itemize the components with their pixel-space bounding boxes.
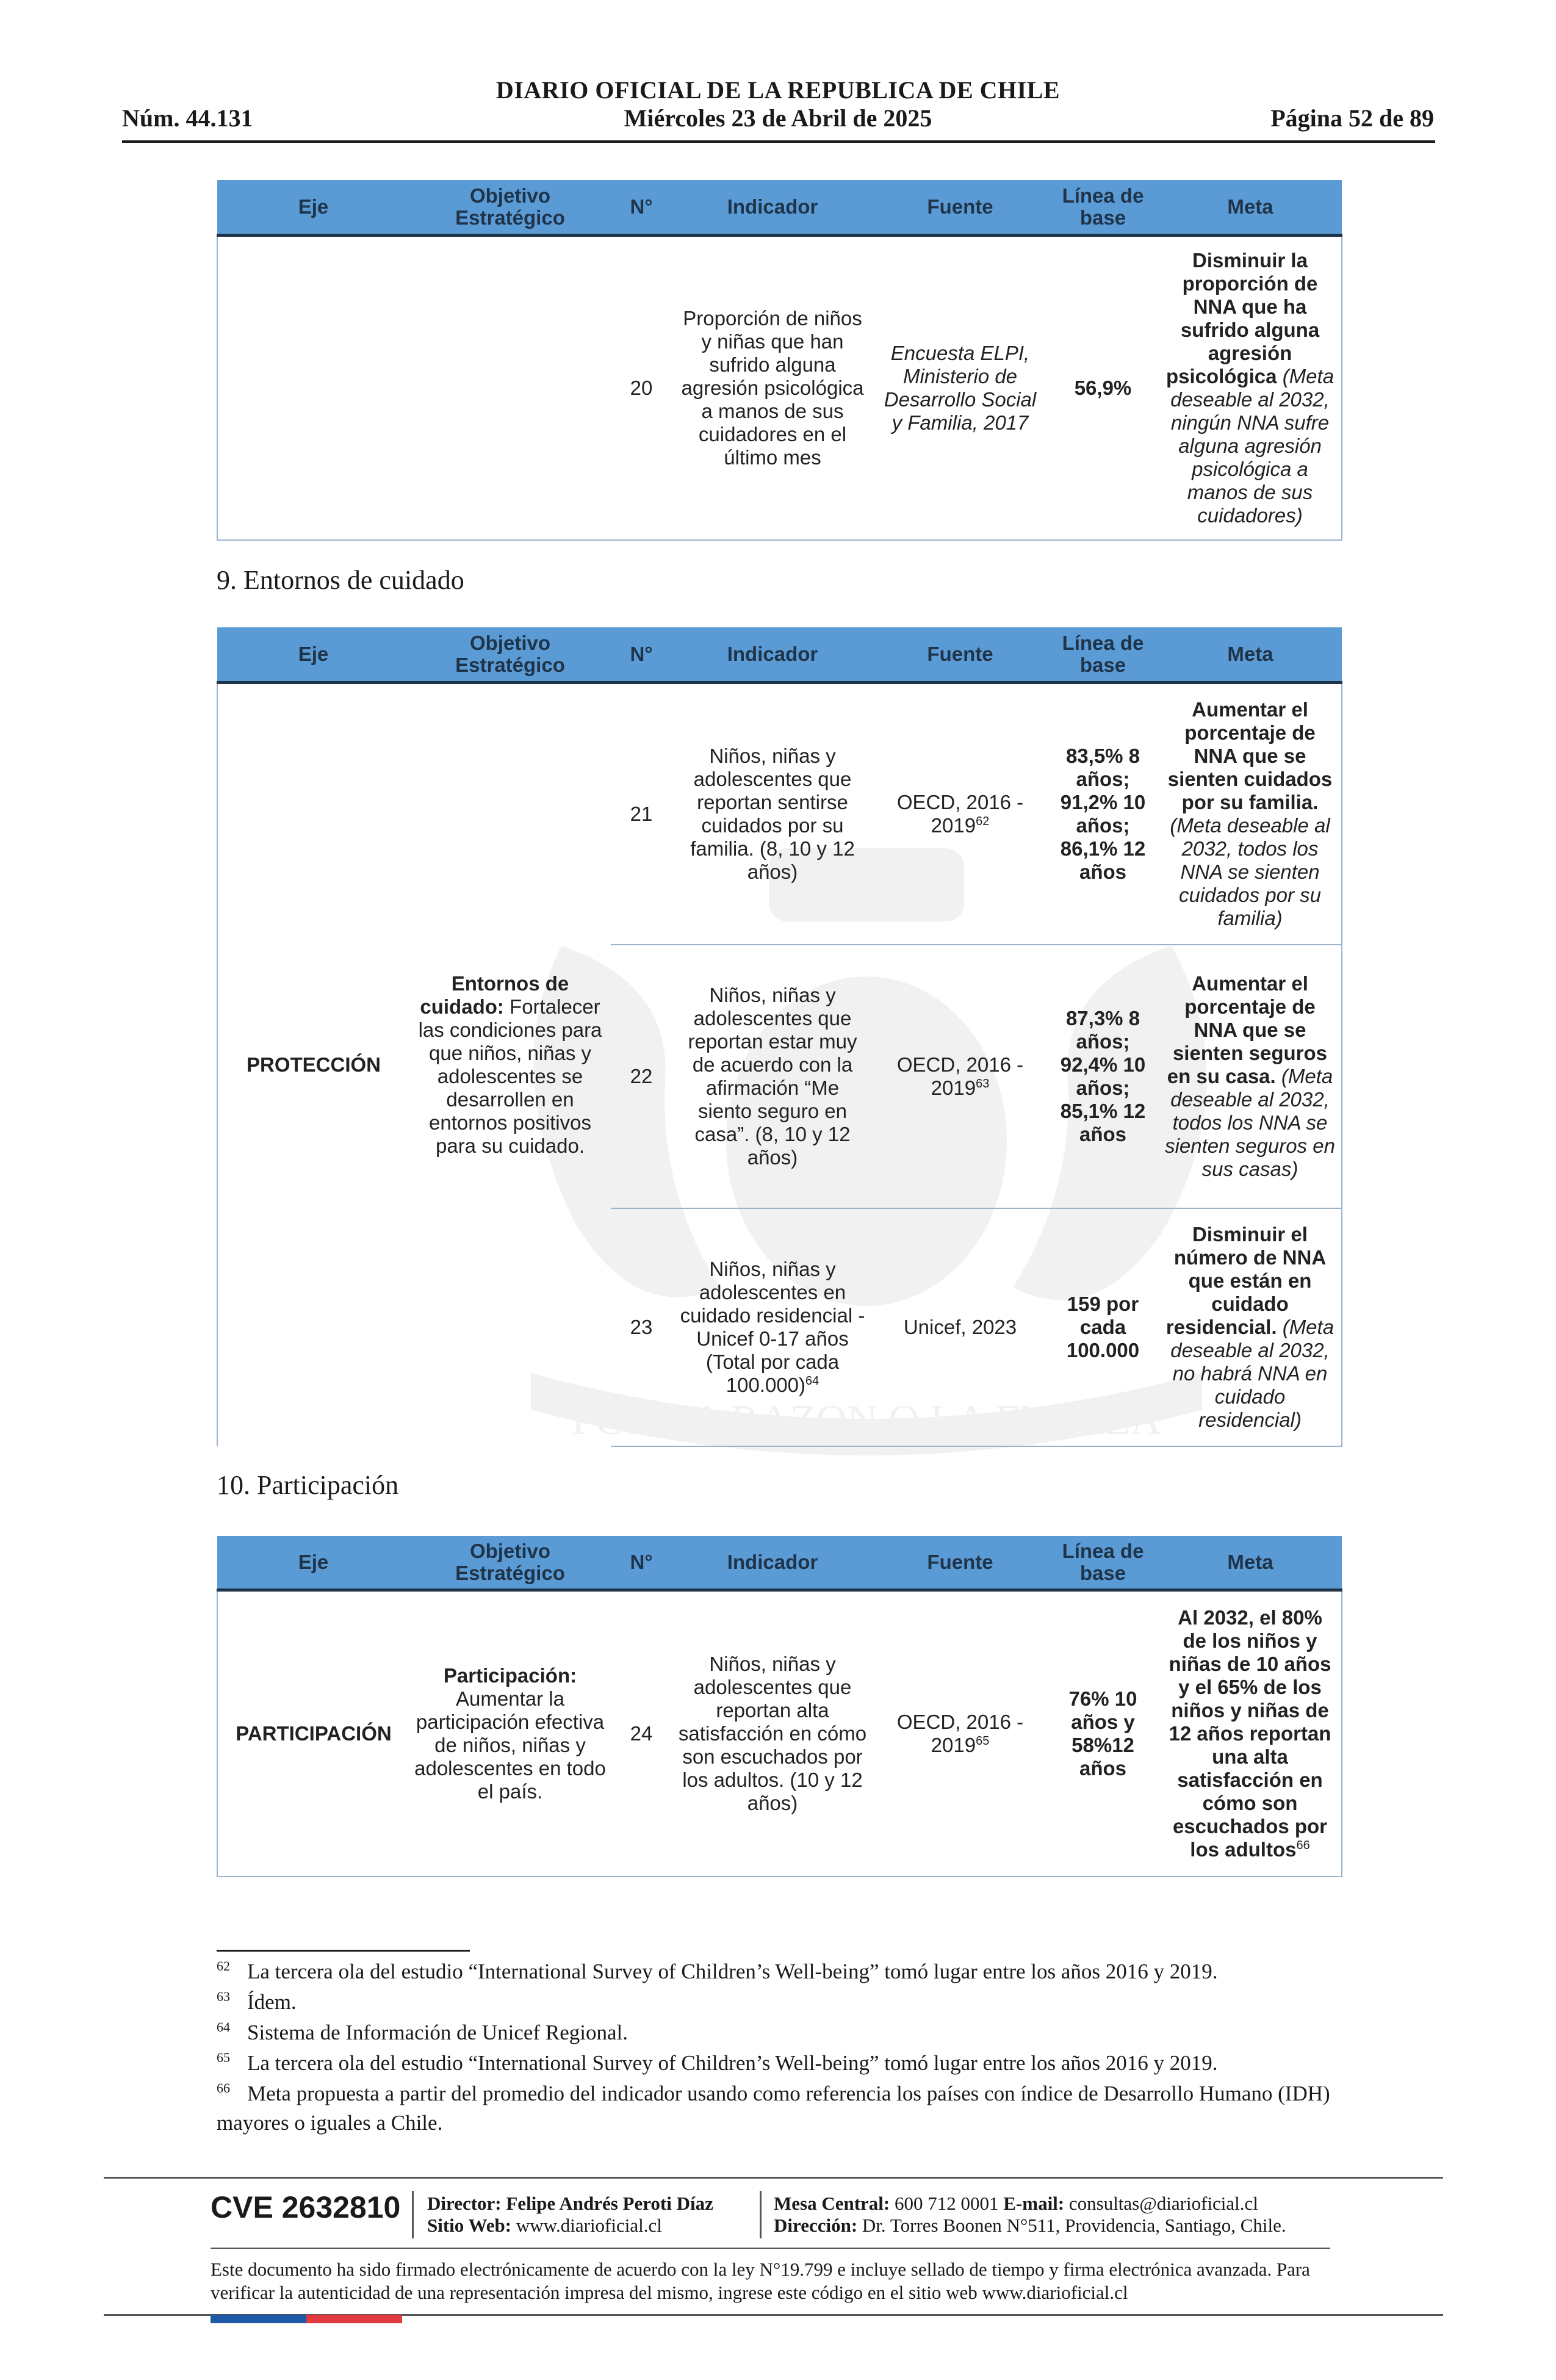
meta-bold: Aumentar el porcentaje de NNA que se sienten seguros en su casa. xyxy=(1167,972,1328,1087)
col-fuente: Fuente xyxy=(873,180,1047,235)
footnote-62: 62 La tercera ola del estudio “International Survey of Children’s Well-being” tomó lugar entre los años 2016 y 2019. xyxy=(217,1958,1218,1983)
objetivo-bold: Participación: xyxy=(443,1664,577,1687)
table-indicator-20 xyxy=(217,180,1342,541)
cell-fuente: Encuesta ELPI, Ministerio de Desarrollo Social y Familia, 2017 xyxy=(873,235,1047,540)
watermark-motto: POR LA RAZON O LA FUERZA xyxy=(571,1397,1162,1444)
issue-date: Miércoles 23 de Abril de 2025 xyxy=(624,104,932,132)
flag-stripe-red xyxy=(306,2315,402,2323)
email-link[interactable]: consultas@diarioficial.cl xyxy=(1068,2193,1258,2214)
table-entornos-cuidado xyxy=(217,627,1342,1447)
cell-linea-base: 159 por cada 100.000 xyxy=(1047,1208,1159,1446)
footnote-ref: 66 xyxy=(1296,1838,1310,1852)
meta-italic: (Meta deseable al 2032, todos los NNA se sienten cuidados por su familia) xyxy=(1170,813,1330,929)
newspaper-title: DIARIO OFICIAL DE LA REPUBLICA DE CHILE xyxy=(495,76,1061,104)
indicador-text: Niños, niñas y adolescentes en cuidado residencial - Unicef 0-17 años (Total por cada 100.000) xyxy=(680,1258,865,1396)
cell-linea-base: 87,3% 8 años; 92,4% 10 años; 85,1% 12 años xyxy=(1047,945,1159,1208)
website-link[interactable]: www.diarioficial.cl xyxy=(516,2215,662,2236)
cell-numero: 22 xyxy=(611,945,672,1208)
table-row xyxy=(217,682,1342,945)
cell-fuente xyxy=(873,945,1047,1208)
col-indicador: Indicador xyxy=(672,1536,873,1590)
cell-meta xyxy=(1159,945,1342,1208)
cell-linea-base: 76% 10 años y 58%12 años xyxy=(1047,1590,1159,1877)
signature-note: Este documento ha sido firmado electrónicamente de acuerdo con la ley N°19.799 e incluye sellado de tiempo y firma electrónica avanzada. Para verificar la autenticidad de una representación impresa del mismo, ingrese este código en el sitio web www.diarioficial.cl xyxy=(211,2259,1310,2303)
cell-meta xyxy=(1159,235,1342,540)
fuente-text: OECD, 2016 - 2019 xyxy=(896,1053,1024,1099)
col-meta: Meta xyxy=(1159,1536,1342,1590)
col-linea-base: Línea de base xyxy=(1047,180,1159,235)
table-participacion xyxy=(217,1536,1342,1877)
col-objetivo: Objetivo Estratégico xyxy=(409,627,611,682)
objetivo-text: Fortalecer las condiciones para que niños, niñas y adolescentes se desarrollen en entornos positivos para su cuidado. xyxy=(418,995,602,1158)
cell-indicador: Niños, niñas y adolescentes que reportan sentirse cuidados por su familia. (8, 10 y 12 años) xyxy=(672,682,873,945)
footnote-ref: 62 xyxy=(976,814,990,828)
cell-indicador: Proporción de niños y niñas que han sufrido alguna agresión psicológica a manos de sus cuidadores en el último mes xyxy=(672,235,873,540)
meta-italic: (Meta deseable al 2032, todos los NNA se sienten seguros en sus casas) xyxy=(1165,1065,1335,1180)
header-row xyxy=(122,104,1434,134)
cell-eje: PARTICIPACIÓN xyxy=(217,1590,409,1877)
footer-mid-rule xyxy=(211,2248,1330,2249)
cell-eje: PROTECCIÓN xyxy=(217,682,409,1446)
cell-objetivo xyxy=(409,1590,611,1877)
col-numero: N° xyxy=(611,1536,672,1590)
cell-numero: 20 xyxy=(611,235,672,540)
flag-stripe-blue xyxy=(211,2315,306,2323)
footnote-65: 65 La tercera ola del estudio “International Survey of Children’s Well-being” tomó lugar entre los años 2016 y 2019. xyxy=(217,2050,1218,2075)
footer-separator xyxy=(760,2191,762,2238)
cell-indicador: Niños, niñas y adolescentes que reportan alta satisfacción en cómo son escuchados por los adultos. (10 y 12 años) xyxy=(672,1590,873,1877)
cell-numero: 21 xyxy=(611,682,672,945)
cell-fuente xyxy=(873,682,1047,945)
col-eje: Eje xyxy=(217,627,409,682)
footnote-ref: 64 xyxy=(805,1374,819,1388)
footer-contact: Mesa Central: 600 712 0001 E-mail: consultas@diarioficial.cl Dirección: Dr. Torres Boonen N°511, Providencia, Santiago, Chile. xyxy=(774,2193,1286,2236)
meta-italic: (Meta deseable al 2032, no habrá NNA en cuidado residencial) xyxy=(1170,1316,1334,1431)
fuente-text: OECD, 2016 - 2019 xyxy=(896,1710,1024,1756)
footer-separator xyxy=(412,2191,414,2238)
objetivo-bold: Entornos de cuidado: xyxy=(420,972,569,1019)
table-row xyxy=(217,1590,1342,1877)
section-heading-10: 10. Participación xyxy=(217,1470,399,1500)
section-heading-9: 9. Entornos de cuidado xyxy=(217,565,464,595)
footnote-64: 64 Sistema de Información de Unicef Regional. xyxy=(217,2019,628,2044)
cell-objetivo xyxy=(409,235,611,540)
col-objetivo: Objetivo Estratégico xyxy=(409,1536,611,1590)
col-linea-base: Línea de base xyxy=(1047,1536,1159,1590)
col-indicador: Indicador xyxy=(672,180,873,235)
meta-bold: Aumentar el porcentaje de NNA que se sienten cuidados por su familia. xyxy=(1167,698,1333,813)
meta-bold: Disminuir el número de NNA que están en cuidado residencial. xyxy=(1165,1223,1327,1338)
cell-linea-base: 56,9% xyxy=(1047,235,1159,540)
cell-fuente xyxy=(873,1590,1047,1877)
footnote-66: 66 Meta propuesta a partir del promedio del indicador usando como referencia los países con índice de Desarrollo Humano (IDH) mayores o iguales a Chile. xyxy=(217,2080,1330,2135)
col-fuente: Fuente xyxy=(873,627,1047,682)
col-eje: Eje xyxy=(217,1536,409,1590)
col-numero: N° xyxy=(611,180,672,235)
footnotes-divider xyxy=(217,1950,470,1952)
cell-meta xyxy=(1159,1590,1342,1877)
footnote-ref: 63 xyxy=(976,1077,990,1091)
footnote-63: 63 Ídem. xyxy=(217,1989,297,2014)
cell-objetivo xyxy=(409,682,611,1446)
objetivo-text: Aumentar la participación efectiva de niños, niñas y adolescentes en todo el país. xyxy=(414,1687,606,1803)
cve-code: CVE 2632810 xyxy=(211,2190,401,2224)
footer-director: Director: Felipe Andrés Peroti Díaz Sitio Web: www.diarioficial.cl xyxy=(427,2193,713,2236)
footer-top-rule xyxy=(104,2177,1443,2179)
cell-indicador: Niños, niñas y adolescentes que reportan estar muy de acuerdo con la afirmación “Me siento seguro en casa”. (8, 10 y 12 años) xyxy=(672,945,873,1208)
meta-bold: Disminuir la proporción de NNA que ha sufrido alguna agresión psicológica xyxy=(1165,248,1320,388)
header-divider xyxy=(122,140,1435,143)
col-meta: Meta xyxy=(1159,627,1342,682)
col-meta: Meta xyxy=(1159,180,1342,235)
col-numero: N° xyxy=(611,627,672,682)
cell-meta xyxy=(1159,682,1342,945)
page-number: Página 52 de 89 xyxy=(1270,104,1434,132)
cell-indicador xyxy=(672,1208,873,1446)
col-fuente: Fuente xyxy=(873,1536,1047,1590)
col-objetivo: Objetivo Estratégico xyxy=(409,180,611,235)
issue-number: Núm. 44.131 xyxy=(122,104,253,132)
cell-numero: 24 xyxy=(611,1590,672,1877)
fuente-text: OECD, 2016 - 2019 xyxy=(896,790,1024,837)
meta-italic: (Meta deseable al 2032, ningún NNA sufre alguna agresión psicológica a manos de sus cuidadores) xyxy=(1170,364,1334,527)
footnote-ref: 65 xyxy=(976,1734,990,1748)
meta-bold: Al 2032, el 80% de los niños y niñas de 10 años y el 65% de los niños y niñas de 12 años reportan una alta satisfacción en cómo son escuchados por los adultos xyxy=(1169,1606,1331,1861)
col-linea-base: Línea de base xyxy=(1047,627,1159,682)
col-indicador: Indicador xyxy=(672,627,873,682)
table-row xyxy=(217,235,1342,540)
cell-meta xyxy=(1159,1208,1342,1446)
col-eje: Eje xyxy=(217,180,409,235)
cell-linea-base: 83,5% 8 años; 91,2% 10 años; 86,1% 12 años xyxy=(1047,682,1159,945)
cell-eje xyxy=(217,235,409,540)
cell-numero: 23 xyxy=(611,1208,672,1446)
cell-fuente: Unicef, 2023 xyxy=(873,1208,1047,1446)
